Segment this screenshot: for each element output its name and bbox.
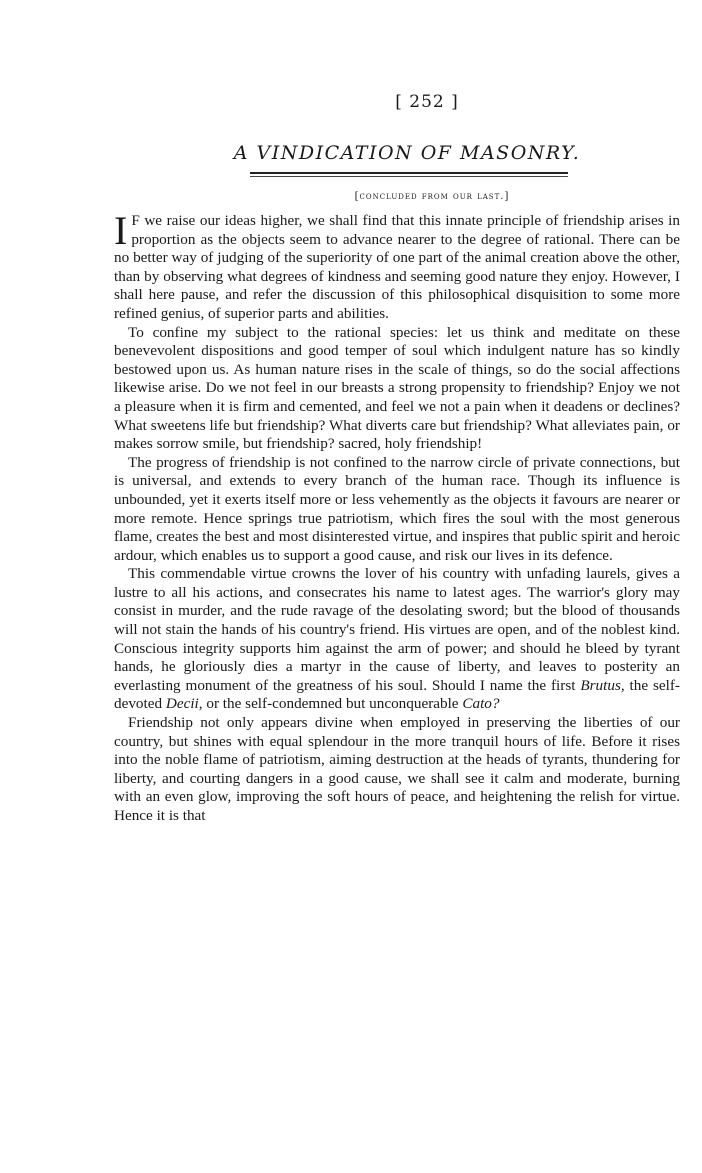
drop-cap: I [114,208,128,253]
name-brutus: Brutus, [580,676,625,694]
article-title: A VINDICATION OF MASONRY. [233,142,581,164]
paragraph-4-mid-2: or the self-condemned but unconquerable [202,695,463,713]
title-rule [250,172,568,177]
book-page [114,92,680,826]
paragraph-5: Friendship not only appears divine when employed in preserving the liberties of our country, but shines with equal splendour in the more tranquil hours of life. Before it rises into the noble flame of patriotism, aiming destruction at the heads of tyrants, thundering for liberty, and courting dangers in a good cause, we shall see it calm and moderate, burning with an even glow, improving the soft hours of peace, and heightening the relish for virtue. Hence it is that [114,714,680,824]
paragraph-4 [114,565,680,714]
name-decii: Decii, [165,695,203,713]
page-number: [ 252 ] [395,92,459,112]
paragraph-4-text: This commendable virtue crowns the lover of his country with unfading laurels, gives a lustre to all his actions, and consecrates his name to latest ages. The warrior's glory may consist in murder, and the rude ravage of the desolating sword; but the blood of thousands will not stain the hands of his country's friend. His virtues are open, and of the noblest kind. Conscious integrity supports him against the arm of power; and should he bleed by tyrant hands, he gloriously dies a martyr in the cause of liberty, and leaves to posterity an everlasting monument of the greatness of his soul. Should I name the first [114,565,680,694]
paragraph-2: To confine my subject to the rational species: let us think and meditate on these benevevolent dispositions and good temper of soul which indulgent nature has so kindly bestowed upon us. As human nature rises in the scale of things, so do the social affections likewise arise. Do we not feel in our breasts a strong propensity to friendship? Enjoy we not a pleasure when it is firm and cemented, and feel we not a pain when it deadens or declines? What sweetens life but friendship? What diverts care but friendship? What alleviates pain, or makes sorrow smile, but friendship? sacred, holy friendship! [114,323,680,453]
article-subtitle: [concluded from our last.] [354,191,510,202]
paragraph-4-mid-1: the self-devoted [114,676,680,713]
paragraph-1-text: F we raise our ideas higher, we shall find that this innate principle of friendship arises in proportion as the objects seem to advance nearer to the degree of rational. There can be no better way of judging of the superiority of one part of the animal creation above the other, than by observing what degrees of kindness and seeming good nature they enjoy. However, I shall here pause, and refer the discussion of this philosophical disquisition to some more refined genius, of superior parts and abilities. [114,212,680,322]
name-cato: Cato? [462,695,500,713]
paragraph-1 [114,208,680,324]
paragraph-3: The progress of friendship is not confined to the narrow circle of private connections, but is universal, and extends to every branch of the human race. Though its influence is unbounded, yet it exerts itself more or less vehemently as the objects it favours are nearer or more remote. Hence springs true patriotism, which fires the soul with the most generous flame, creates the best and most disinterested virtue, and inspires that public spirit and heroic ardour, which enables us to support a good cause, and risk our lives in its defence. [114,453,680,564]
